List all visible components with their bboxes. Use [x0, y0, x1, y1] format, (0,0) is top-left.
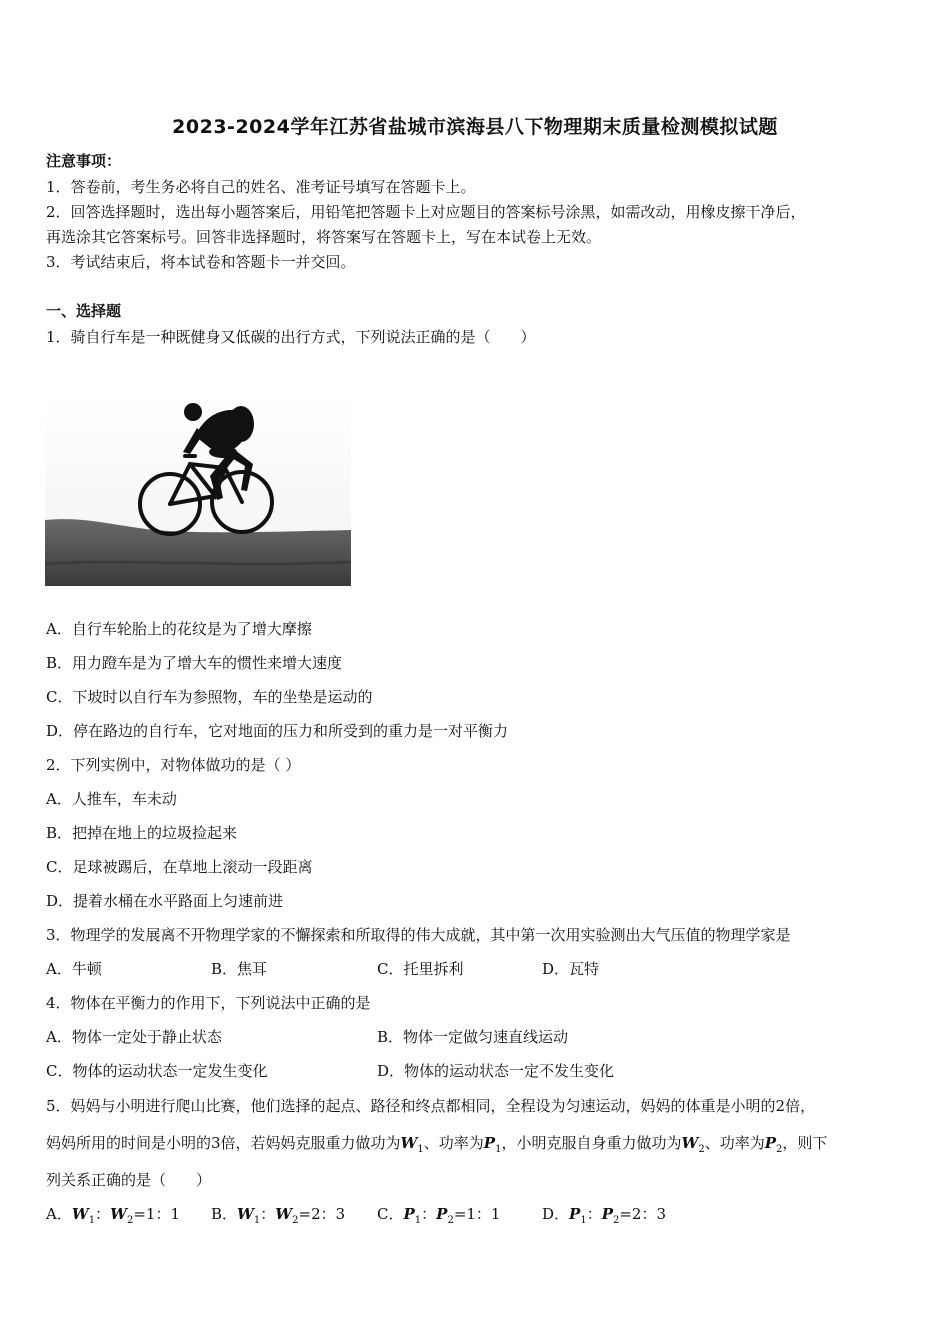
notice-item: 3．考试结束后，将本试卷和答题卡一并交回。: [46, 253, 356, 271]
q5-stem-line1: 5．妈妈与小明进行爬山比赛，他们选择的起点、路径和终点都相同，全程设为匀速运动，妈妈的体重是小明的2倍，: [46, 1097, 816, 1115]
q2-stem: 2．下列实例中，对物体做功的是（ ）: [46, 756, 301, 774]
q2-option: B．把掉在地上的垃圾捡起来: [46, 824, 238, 842]
q3-option: B．焦耳: [211, 960, 268, 978]
q5-stem-line2: 妈妈所用的时间是小明的3倍，若妈妈克服重力做功为$W_1$、功率为$P_1$，小明克服自身重力做功为$W_2$、功率为$P_2$，则下: [46, 1134, 828, 1155]
q4-option: B．物体一定做匀速直线运动: [377, 1028, 569, 1046]
q3-option: A．牛顿: [46, 960, 102, 978]
q4-option: C．物体的运动状态一定发生变化: [46, 1062, 268, 1080]
page-title: 2023-2024学年江苏省盐城市滨海县八下物理期末质量检测模拟试题: [172, 116, 778, 138]
cyclist-photo: [45, 396, 351, 586]
q1-option: C．下坡时以自行车为参照物，车的坐垫是运动的: [46, 688, 373, 706]
q2-option: D．提着水桶在水平路面上匀速前进: [46, 892, 284, 910]
q4-stem: 4．物体在平衡力的作用下，下列说法中正确的是: [46, 994, 371, 1012]
q3-option: C．托里拆利: [377, 960, 464, 978]
q2-option: C．足球被踢后，在草地上滚动一段距离: [46, 858, 313, 876]
notice-item: 2．回答选择题时，选出每小题答案后，用铅笔把答题卡上对应题目的答案标号涂黑，如需改动，用橡皮擦干净后，: [46, 203, 806, 221]
q5-stem-line3: 列关系正确的是（ ）: [46, 1171, 212, 1189]
q1-option: A．自行车轮胎上的花纹是为了增大摩擦: [46, 620, 312, 638]
q5-option-d: D．$P_1$：$P_2=2$：3: [542, 1205, 667, 1226]
q5-option-a: A．$W_1$：$W_2=1$：1: [46, 1205, 180, 1226]
q2-option: A．人推车，车未动: [46, 790, 177, 808]
notice-item: 1．答卷前，考生务必将自己的姓名、准考证号填写在答题卡上。: [46, 178, 476, 196]
q4-option: D．物体的运动状态一定不发生变化: [377, 1062, 615, 1080]
q5-option-b: B．$W_1$：$W_2=2$：3: [211, 1205, 346, 1226]
notice-item: 再选涂其它答案标号。回答非选择题时，将答案写在答题卡上，写在本试卷上无效。: [46, 228, 602, 246]
q1-option: B．用力蹬车是为了增大车的惯性来增大速度: [46, 654, 343, 672]
q3-stem: 3．物理学的发展离不开物理学家的不懈探索和所取得的伟大成就，其中第一次用实验测出大气压值的物理学家是: [46, 926, 791, 944]
q3-option: D．瓦特: [542, 960, 600, 978]
notice-heading: 注意事项：: [46, 152, 122, 170]
q4-option: A．物体一定处于静止状态: [46, 1028, 222, 1046]
q5-option-c: C．$P_1$：$P_2=1$：1: [377, 1205, 501, 1226]
section-heading: 一、选择题: [46, 302, 122, 320]
q1-stem: 1．骑自行车是一种既健身又低碳的出行方式，下列说法正确的是（ ）: [46, 328, 536, 346]
q1-option: D．停在路边的自行车，它对地面的压力和所受到的重力是一对平衡力: [46, 722, 509, 740]
